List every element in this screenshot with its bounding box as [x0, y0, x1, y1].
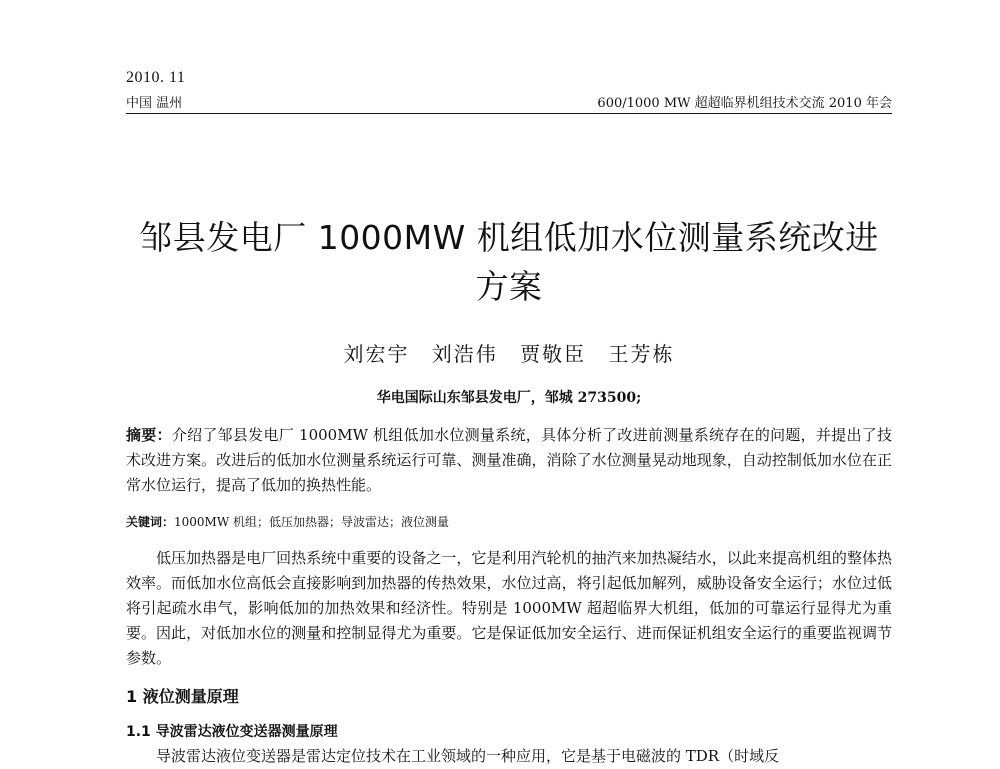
- paper-title: 邹县发电厂 1000MW 机组低加水位测量系统改进方案: [139, 218, 879, 306]
- author-list: 刘宏宇 刘浩伟 贾敬臣 王芳栋: [343, 342, 675, 366]
- keywords-label: 关键词：: [126, 515, 175, 529]
- subsection-heading: 1.1 导波雷达液位变送器测量原理: [126, 724, 338, 740]
- abstract: [126, 423, 892, 498]
- section-heading: 1 液位测量原理: [126, 687, 239, 706]
- subsection-text: 导波雷达液位变送器是雷达定位技术在工业领域的一种应用，它是基于电磁波的 TDR（时域反: [156, 747, 780, 765]
- abstract-label: 摘要：: [126, 426, 172, 444]
- header-conference: 600/1000 MW 超超临界机组技术交流 2010 年会: [597, 96, 892, 111]
- header-divider: [126, 113, 892, 114]
- abstract-text: 介绍了邹县发电厂 1000MW 机组低加水位测量系统，具体分析了改进前测量系统存在的问题，并提出了技术改进方案。改进后的低加水位测量系统运行可靠、测量准确，消除了水位测量晃动地现象，自动控制低加水位在正常水位运行，提高了低加的换热性能。: [126, 426, 892, 494]
- header-location: 中国 温州: [126, 96, 183, 111]
- keywords: [126, 514, 892, 530]
- intro-paragraph: 低压加热器是电厂回热系统中重要的设备之一，它是利用汽轮机的抽汽来加热凝结水，以此来提高机组的整体热效率。而低加水位高低会直接影响到加热器的传热效果，水位过高，将引起低加解列，威胁设备安全运行；水位过低将引起疏水串气，影响低加的加热效果和经济性。特别是 1000MW 超超临界大机组，低加的可靠运行显得尤为重要。因此，对低加水位的测量和控制显得尤为重要。它是保证低加安全运行、进而保证机组安全运行的重要监视调节参数。: [126, 549, 892, 667]
- header-date: 2010. 11: [126, 69, 186, 86]
- keywords-text: 1000MW 机组；低压加热器；导波雷达；液位测量: [174, 515, 449, 529]
- affiliation: 华电国际山东邹县发电厂，邹城 273500;: [376, 390, 642, 406]
